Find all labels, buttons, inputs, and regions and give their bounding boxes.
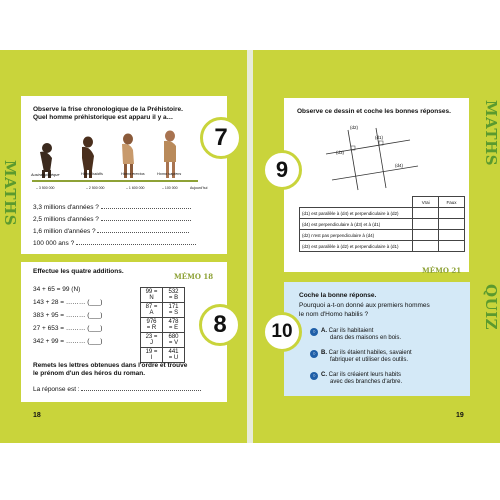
code-cell: 171 = S — [163, 303, 185, 318]
statement-4: (d3) est parallèle à (d2) et perpendiculaire à (d1) — [300, 241, 413, 252]
species-label-3: Homo erectus — [121, 172, 145, 176]
option-text-2: fabriquer et utiliser des outils. — [330, 357, 409, 363]
q9-number-badge — [262, 150, 302, 190]
q7-prompt-4: 100 000 ans ? — [33, 240, 196, 247]
date-label-4: – 100 000 — [162, 186, 178, 190]
true-false-table — [299, 196, 465, 252]
true-checkbox[interactable] — [413, 208, 439, 219]
letter-code-table — [140, 287, 185, 363]
q8-instruction-line1: Remets les lettres obtenues dans l'ordre et trouve — [33, 362, 188, 369]
code-cell: 19 = I — [141, 348, 163, 363]
left-page-number: 18 — [33, 412, 41, 419]
right-page-number: 19 — [456, 412, 464, 419]
line-label-d2: (d2) — [350, 125, 359, 130]
line-label-d1: (d1) — [375, 135, 384, 140]
code-cell: 976 = R — [141, 318, 163, 333]
code-cell: 478 = E — [163, 318, 185, 333]
q9-title: Observe ce dessin et coche les bonnes réponses. — [297, 108, 451, 115]
species-label-2: Homo habilis — [81, 172, 103, 176]
option-text-1: Car ils habitaient — [328, 328, 374, 334]
date-label-5: Aujourd'hui — [190, 186, 208, 190]
q10-question-line2: le nom d'Homo habilis ? — [299, 311, 369, 318]
col-true-header: Vrai — [413, 197, 439, 208]
prehistory-timeline-illustration — [30, 128, 200, 188]
date-label-1: – 3 500 000 — [36, 186, 55, 190]
option-text-1: Car ils étaient habiles, savaient — [328, 350, 412, 356]
q10-number: 10 — [271, 321, 293, 342]
q10-option-a[interactable] — [310, 328, 401, 342]
species-label-1: Australopithèque — [31, 173, 60, 177]
q8-answer-line: La réponse est : — [33, 386, 201, 393]
left-side-label: MATHS — [1, 160, 19, 227]
option-letter: A. — [321, 328, 327, 334]
q10-question-line1: Pourquoi a-t-on donné aux premiers hommes — [299, 302, 430, 309]
code-cell: 680 = V — [163, 333, 185, 348]
q8-example: 34 + 65 = 99 (N) — [33, 286, 81, 293]
q7-prompt-1: 3,3 millions d'années ? — [33, 204, 191, 211]
false-checkbox[interactable] — [439, 241, 465, 252]
code-cell: 532 = B — [163, 288, 185, 303]
code-cell: 441 = U — [163, 348, 185, 363]
statement-1: (d1) est parallèle à (d4) et perpendiculaire à (d2) — [300, 208, 413, 219]
true-checkbox[interactable] — [413, 241, 439, 252]
q8-memo-tag: MÉMO 18 — [174, 272, 214, 281]
false-checkbox[interactable] — [439, 208, 465, 219]
statement-2: (d4) est perpendiculaire à (d3) et à (d1) — [300, 219, 413, 230]
q8-title: Effectue les quatre additions. — [33, 268, 124, 275]
q8-op-2: 383 + 95 = ……… (___) — [33, 312, 103, 319]
line-label-d4: (d4) — [395, 163, 404, 168]
q10-option-c[interactable] — [310, 372, 402, 386]
false-checkbox[interactable] — [439, 219, 465, 230]
q7-title-line2: Quel homme préhistorique est apparu il y a… — [33, 114, 174, 121]
q7-number-badge — [200, 117, 242, 159]
q8-op-3: 27 + 653 = ……… (___) — [33, 325, 103, 332]
option-text-2: avec des branches d'arbre. — [330, 379, 403, 385]
code-cell: 23 = J — [141, 333, 163, 348]
q10-number-badge — [262, 312, 302, 352]
true-checkbox[interactable] — [413, 219, 439, 230]
q9-number: 9 — [275, 157, 289, 182]
right-side-label: MATHS — [482, 100, 500, 167]
option-text-1: Car ils créaient leurs habits — [328, 372, 402, 378]
right-side-label-quiz: QUIZ — [482, 284, 500, 331]
q8-instruction-line2: le prénom d'un des héros du roman. — [33, 370, 146, 377]
q10-option-b[interactable] — [310, 350, 412, 364]
q8-op-4: 342 + 99 = ……… (___) — [33, 338, 103, 345]
date-label-3: – 1 600 000 — [126, 186, 145, 190]
col-false-header: Faux — [439, 197, 465, 208]
true-checkbox[interactable] — [413, 230, 439, 241]
geometry-drawing — [318, 124, 428, 194]
code-cell: 87 = A — [141, 303, 163, 318]
statement-3: (d2) n'est pas perpendiculaire à (d4) — [300, 230, 413, 241]
homo-sapiens-figure — [164, 131, 176, 179]
q7-prompt-2: 2,5 millions d'années ? — [33, 216, 191, 223]
option-letter: B. — [321, 350, 327, 356]
radio-circle-icon[interactable]: ○ — [310, 350, 318, 358]
option-letter: C. — [321, 372, 327, 378]
date-label-2: – 2 500 000 — [86, 186, 105, 190]
option-text-2: dans des maisons en bois. — [330, 335, 402, 341]
species-label-4: Homo sapiens — [157, 172, 182, 176]
q10-title: Coche la bonne réponse. — [299, 292, 377, 299]
line-label-d3: (d3) — [336, 150, 345, 155]
false-checkbox[interactable] — [439, 230, 465, 241]
code-cell: 99 = N — [141, 288, 163, 303]
q8-number: 8 — [213, 311, 227, 338]
q8-op-1: 143 + 28 = ……… (___) — [33, 299, 103, 306]
q9-memo-tag: MÉMO 21 — [422, 266, 462, 275]
q7-title-line1: Observe la frise chronologique de la Préhistoire. — [33, 106, 183, 113]
q7-prompt-3: 1,6 million d'années ? — [33, 228, 189, 235]
q8-card — [21, 262, 227, 402]
radio-circle-icon[interactable]: ○ — [310, 372, 318, 380]
radio-circle-icon[interactable]: ○ — [310, 328, 318, 336]
q8-number-badge — [199, 304, 241, 346]
q7-number: 7 — [214, 124, 228, 151]
